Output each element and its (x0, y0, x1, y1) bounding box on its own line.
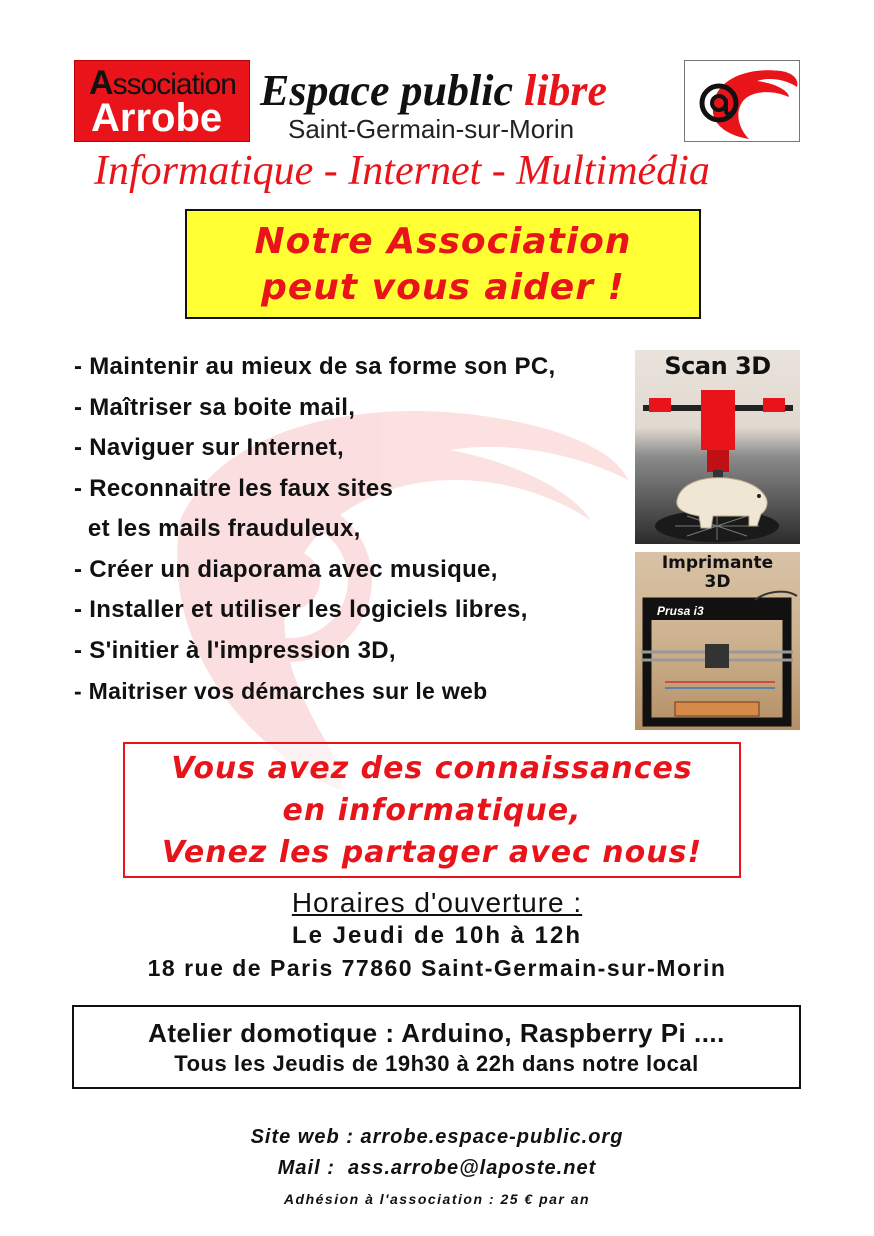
email-link[interactable]: Mail : ass.arrobe@laposte.net (277, 1157, 597, 1179)
tagline: Informatique - Internet - Multimédia (94, 148, 710, 194)
cta-line: en informatique, (282, 793, 582, 828)
page-subtitle: Saint-Germain-sur-Morin (288, 114, 575, 144)
list-item: - Maitriser vos démarches sur le web (74, 678, 488, 704)
cta-line: Venez les partager avec nous! (161, 835, 703, 870)
printer-brand-label: Prusa i3 (657, 604, 704, 618)
call-to-action-box (123, 742, 741, 878)
atelier-box (72, 1005, 801, 1089)
list-item: - S'initier à l'impression 3D, (74, 636, 396, 664)
list-item: - Naviguer sur Internet, (74, 434, 344, 461)
atelier-schedule: Tous les Jeudis de 19h30 à 22h dans notre local (174, 1051, 699, 1076)
membership-fee: Adhésion à l'association : 25 € par an (283, 1191, 591, 1207)
hours-title: Horaires d'ouverture : (291, 887, 583, 918)
list-item: - Installer et utiliser les logiciels libres, (74, 596, 528, 623)
list-item: - Maîtriser sa boite mail, (74, 393, 356, 421)
scan-3d-photo (635, 350, 800, 544)
logo-association-text: Association (89, 64, 236, 102)
list-item: - Maintenir au mieux de sa forme son PC, (74, 353, 556, 380)
website-link[interactable]: Site web : arrobe.espace-public.org (250, 1126, 624, 1148)
scan-3d-label: Scan 3D (664, 352, 771, 380)
list-item: - Reconnaitre les faux sites (74, 474, 394, 502)
hours-day: Le Jeudi de 10h à 12h (291, 922, 583, 949)
association-logo (74, 60, 250, 142)
promo-line: Notre Association (254, 221, 632, 262)
list-item: - Créer un diaporama avec musique, (74, 555, 498, 583)
printer-3d-label: Imprimante 3D (661, 553, 774, 592)
cta-line: Vous avez des connaissances (171, 751, 693, 786)
atelier-title: Atelier domotique : Arduino, Raspberry Pi .... (148, 1018, 725, 1048)
opening-hours (0, 886, 874, 984)
list-item: et les mails frauduleux, (74, 515, 361, 542)
logo-arrobe-text: Arrobe (91, 96, 223, 140)
printer-3d-photo (635, 552, 800, 730)
page-title: Espace public libre (260, 66, 608, 115)
promo-line: peut vous aider ! (261, 267, 625, 308)
services-list (74, 347, 654, 712)
at-sign-logo-icon (684, 60, 800, 142)
address: 18 rue de Paris 77860 Saint-Germain-sur-Morin (147, 955, 727, 981)
promo-box (185, 209, 701, 319)
footer (0, 1122, 874, 1214)
